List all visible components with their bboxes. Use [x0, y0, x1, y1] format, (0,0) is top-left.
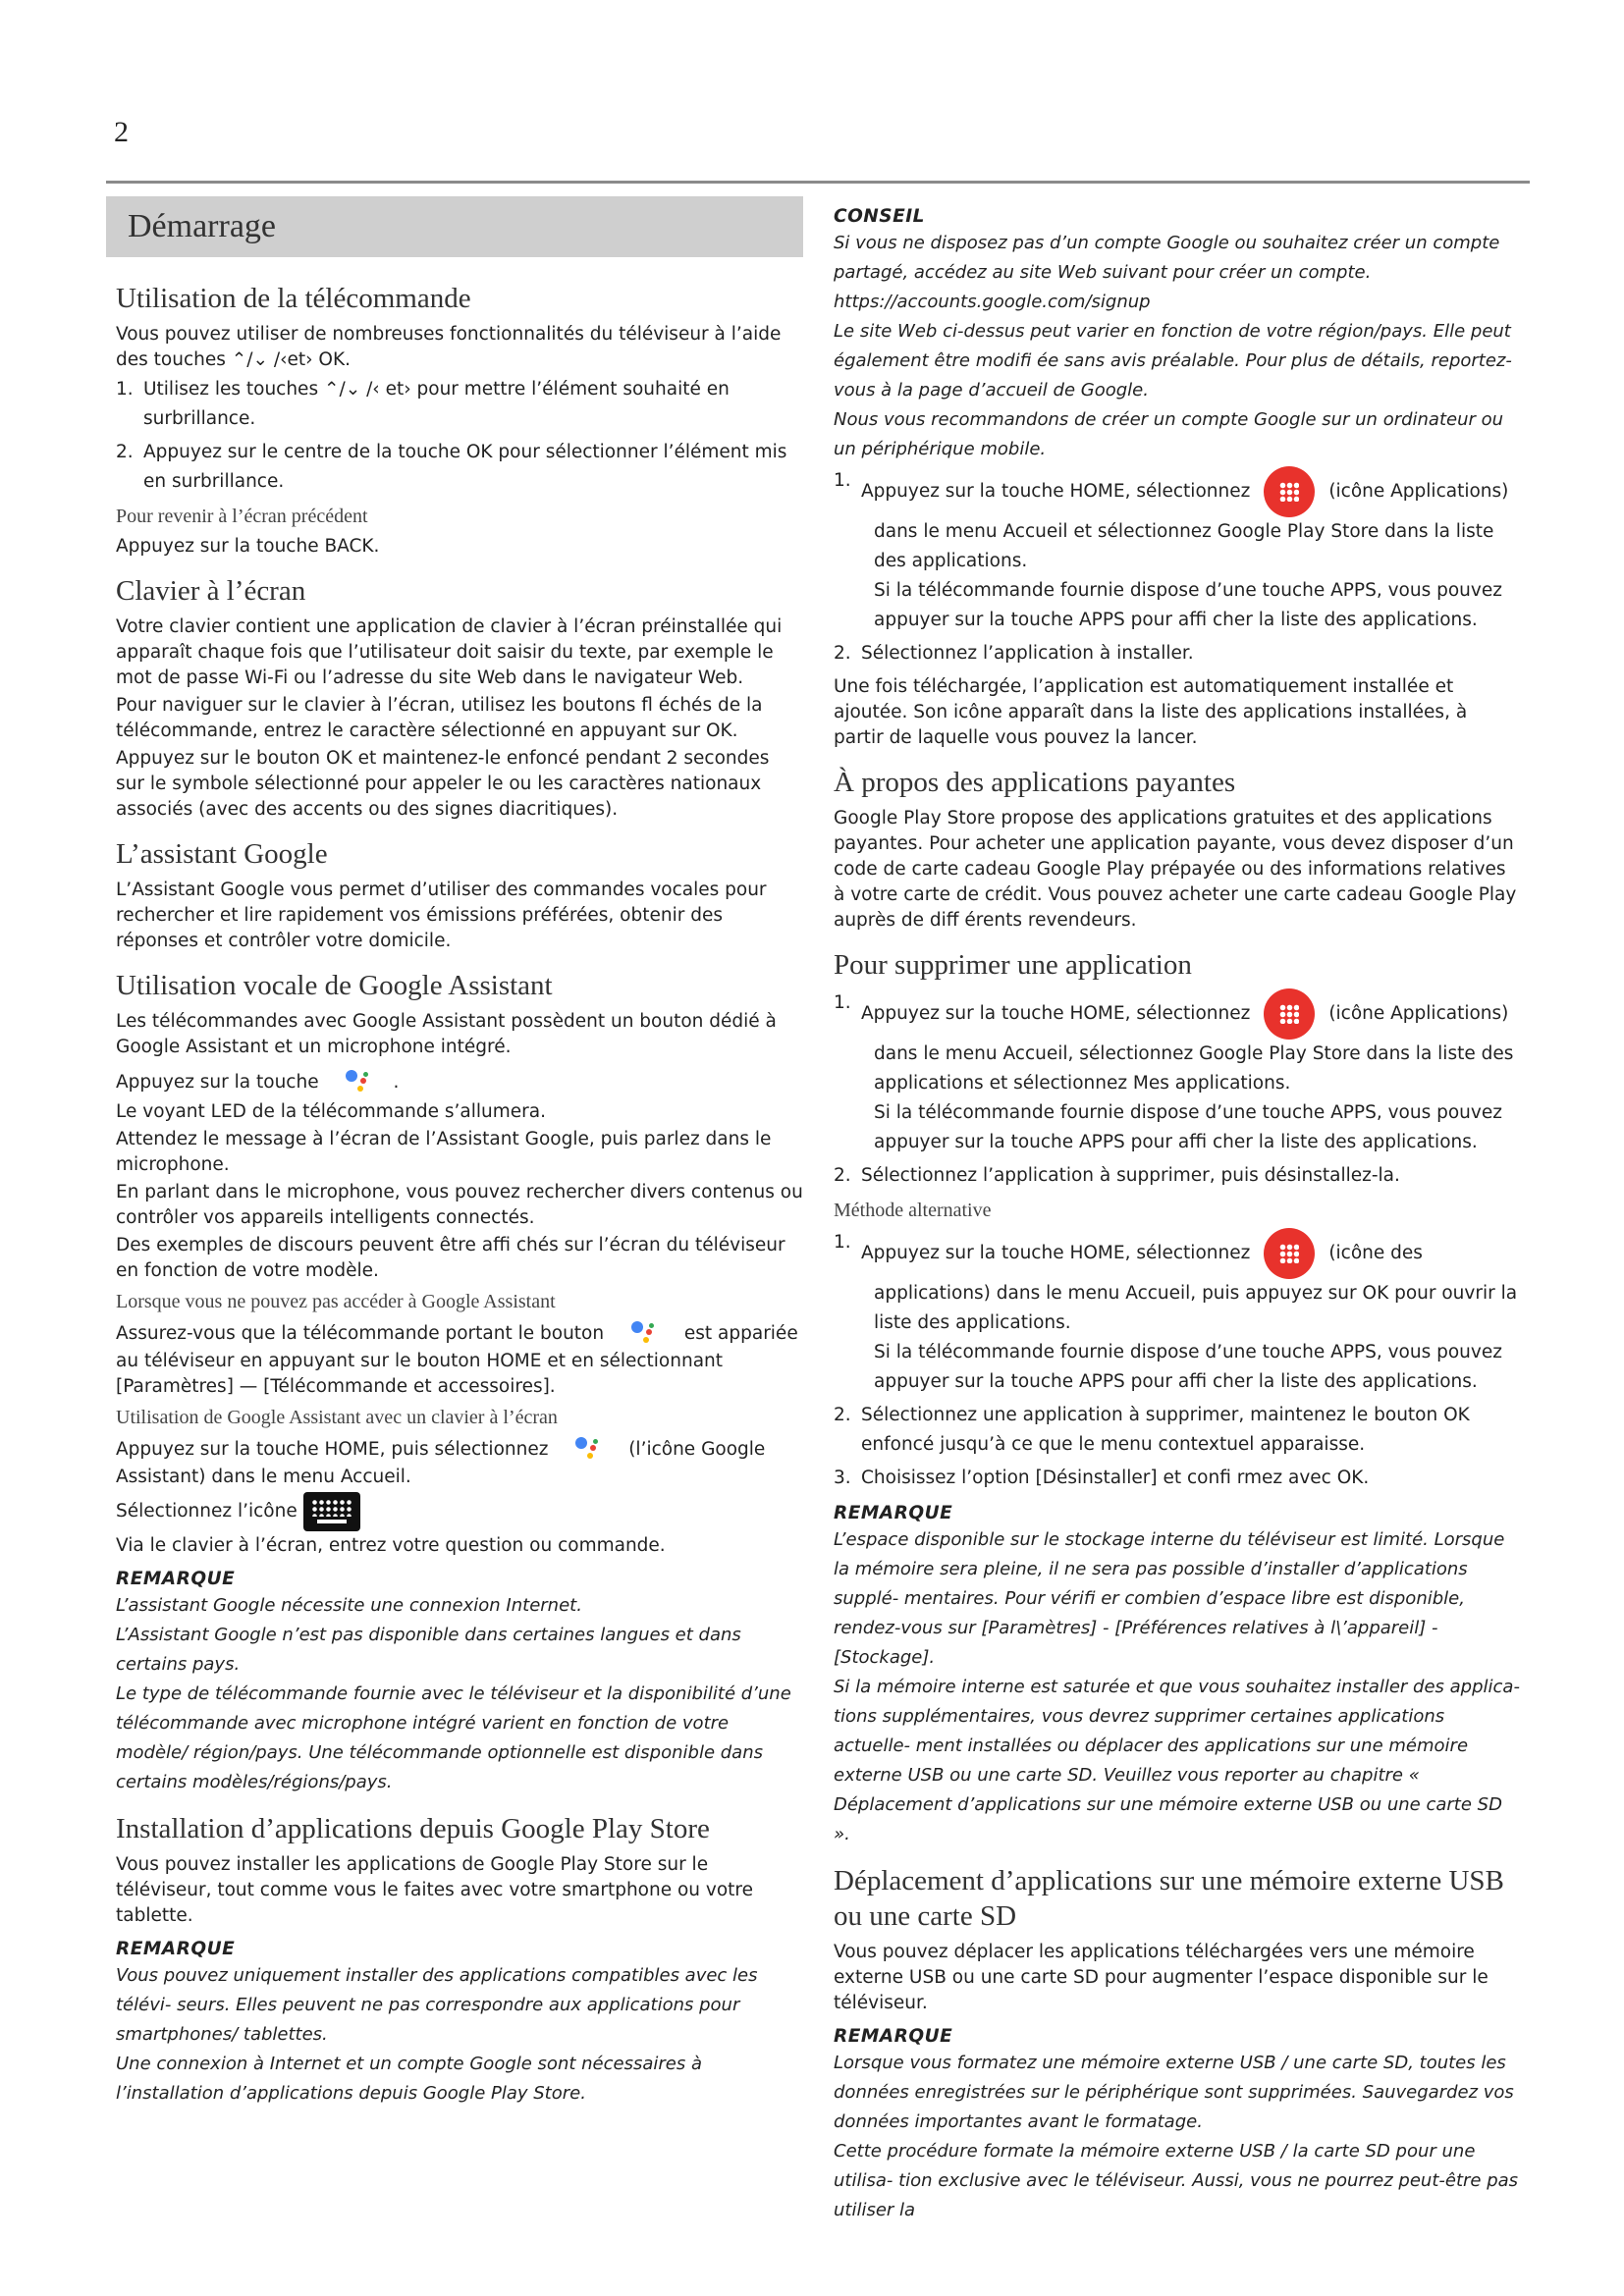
- voice-sub2: Utilisation de Google Assistant avec un clavier à l’écran: [116, 1407, 558, 1428]
- list-item: 3. Choisissez l’option [Désinstaller] et confi rmez avec OK.: [834, 1468, 1370, 1488]
- google-assistant-icon: [344, 1068, 373, 1097]
- voice-p3: Attendez le message à l’écran de l’Assistant Google, puis parlez dans le microphone.: [116, 1129, 772, 1175]
- remove-note-heading: REMARQUE: [834, 1503, 953, 1523]
- tip-3: Nous vous recommandons de créer un compte Google sur un ordinateur ou un périphérique mobile.: [834, 409, 1504, 459]
- paid-p1: Google Play Store propose des applications gratuites et des applications payantes. Pour acheter une application payante, vous devez disposer d’un code de carte cadeau Google Play prépayée ou des informations relatives à votre carte de crédit. Vous pouvez acheter une carte cadeau Google Play auprès de diff érents revendeurs.: [834, 808, 1517, 931]
- voice-p5: Des exemples de discours peuvent être affi chés sur l’écran du téléviseur en fonction de votre modèle.: [116, 1235, 785, 1281]
- list-item: 1. Appuyez sur la touche HOME, sélectionnez (icône des applications) dans le menu Accueil, puis appuyez sur OK pour ouvrir la liste des applications. Si la télécommande fournie dispose d’une touche APPS, vous pouvez appuyer sur la touche APPS pour affi cher la liste des applications.: [834, 1228, 1521, 1397]
- paid-heading: À propos des applications payantes: [834, 767, 1236, 798]
- alt-steps: [834, 1228, 1521, 1493]
- move-p1: Vous pouvez déplacer les applications téléchargées vers une mémoire externe USB ou une carte SD pour augmenter l’espace disponible sur le téléviseur.: [834, 1942, 1489, 2013]
- list-item: 2. Appuyez sur le centre de la touche OK pour sélectionner l’élément mis en surbrillance.: [116, 442, 787, 492]
- tip-1: Si vous ne disposez pas d’un compte Google ou souhaitez créer un compte partagé, accédez au site Web suivant pour créer un compte.: [834, 233, 1500, 283]
- voice-p4: En parlant dans le microphone, vous pouvez rechercher divers contenus ou contrôler vos appareils intelligents connectés.: [116, 1182, 803, 1228]
- right-column: [834, 196, 1521, 2225]
- voice-p8: Sélectionnez l’icône: [116, 1492, 803, 1531]
- apps-icon: [1264, 466, 1315, 517]
- keyboard-heading: Clavier à l’écran: [116, 575, 306, 607]
- remote-steps: [116, 375, 803, 497]
- install-note-heading: REMARQUE: [116, 1939, 236, 1959]
- move-note-2: Cette procédure formate la mémoire externe USB / la carte SD pour une utilisa- tion exclusive avec le téléviseur. Aussi, vous ne pourrez peut-être pas utiliser la: [834, 2141, 1519, 2220]
- move-note-1: Lorsque vous formatez une mémoire externe USB / une carte SD, toutes les données enregistrées sur le périphérique sont supprimées. Sauvegardez vos données importantes avant le formatage.: [834, 2053, 1514, 2132]
- keyboard-icon: [303, 1492, 360, 1531]
- keyboard-p3: Appuyez sur le bouton OK et maintenez-le enfoncé pendant 2 secondes sur le symbole sélectionné pour appeler le ou les caractères nationaux associés (avec des accents ou des signes diacritiques).: [116, 748, 770, 820]
- voice-note-1: L’assistant Google nécessite une connexion Internet.: [116, 1595, 582, 1616]
- remove-note-1: L’espace disponible sur le stockage interne du téléviseur est limité. Lorsque la mémoire sera pleine, il ne sera pas possible d’installer d’applications supplé- mentaires. Pour vérifi er combien d’espace libre est disponible, rendez-vous sur [Paramètres] - [Préférences relatives à l\’appareil] - [Stockage].: [834, 1529, 1505, 1668]
- move-heading: Déplacement d’applications sur une mémoire externe USB ou une carte SD: [834, 1865, 1504, 1932]
- back-text: Appuyez sur la touche BACK.: [116, 536, 380, 557]
- move-note-heading: REMARQUE: [834, 2026, 953, 2047]
- voice-note-2: L’Assistant Google n’est pas disponible dans certaines langues et dans certains pays.: [116, 1625, 741, 1675]
- remote-intro: Vous pouvez utiliser de nombreuses fonctionnalités du téléviseur à l’aide des touches ⌃/⌄ /‹et› OK.: [116, 324, 782, 370]
- install-p1: Vous pouvez installer les applications de Google Play Store sur le téléviseur, tout comme vous le faites avec votre smartphone ou votre tablette.: [116, 1854, 753, 1926]
- voice-p2: Le voyant LED de la télécommande s’allumera.: [116, 1101, 546, 1122]
- voice-sub1: Lorsque vous ne pouvez pas accéder à Google Assistant: [116, 1291, 556, 1312]
- install-heading: Installation d’applications depuis Google Play Store: [116, 1813, 710, 1844]
- assistant-heading: L’assistant Google: [116, 838, 328, 870]
- assistant-p1: L’Assistant Google vous permet d’utiliser des commandes vocales pour rechercher et lire rapidement vos émissions préférées, obtenir des réponses et contrôler votre domicile.: [116, 880, 767, 951]
- alt-subheading: Méthode alternative: [834, 1200, 992, 1221]
- voice-p1: Les télécommandes avec Google Assistant possèdent un bouton dédié à Google Assistant et un microphone intégré.: [116, 1011, 777, 1057]
- voice-note-3: Le type de télécommande fournie avec le téléviseur et la disponibilité d’une télécommande avec microphone intégré varient en fonction de votre modèle/ région/pays. Une télécommande optionnelle est disponible dans certains modèles/régions/pays.: [116, 1683, 791, 1792]
- apps-icon: [1264, 988, 1315, 1040]
- install-note-2: Une connexion à Internet et un compte Google sont nécessaires à l’installation d’applications depuis Google Play Store.: [116, 2054, 702, 2104]
- remove-steps: [834, 988, 1521, 1191]
- list-item: 2. Sélectionnez une application à supprimer, maintenez le bouton OK enfoncé jusqu’à ce que le menu contextuel apparaisse.: [834, 1405, 1470, 1455]
- apps-icon: [1264, 1228, 1315, 1279]
- tip-2: Le site Web ci-dessus peut varier en fonction de votre région/pays. Elle peut également être modifi ée sans avis préalable. Pour plus de détails, reportez- vous à la page d’accueil de Google.: [834, 321, 1512, 400]
- voice-p6: Assurez-vous que la télécommande portant le bouton est appariée au téléviseur en appuyant sur le bouton HOME et en sélectionnant [Paramètres] — [Télécommande et accessoires].: [116, 1319, 803, 1400]
- section-banner: Démarrage: [106, 196, 803, 257]
- install-note-1: Vous pouvez uniquement installer des applications compatibles avec les télévi- seurs. Elles peuvent ne pas correspondre aux applications pour smartphones/ tablettes.: [116, 1965, 758, 2045]
- google-assistant-icon: [573, 1435, 603, 1465]
- voice-note-heading: REMARQUE: [116, 1569, 236, 1589]
- voice-press: Appuyez sur la touche .: [116, 1068, 803, 1097]
- remove-note-2: Si la mémoire interne est saturée et que vous souhaitez installer des applica- tions supplémentaires, vous devrez supprimer certaines applications actuelle- ment installées ou déplacer des applications sur une mémoire externe USB ou une carte SD. Veuillez vous reporter au chapitre « Déplacement d’applications sur une mémoire externe USB ou une carte SD ».: [834, 1677, 1520, 1844]
- install-steps: [834, 466, 1521, 668]
- google-assistant-icon: [629, 1319, 659, 1349]
- remove-heading: Pour supprimer une application: [834, 949, 1192, 981]
- back-subheading: Pour revenir à l’écran précédent: [116, 506, 368, 527]
- tip-heading: CONSEIL: [834, 206, 925, 227]
- keyboard-p1: Votre clavier contient une application de clavier à l’écran préinstallée qui apparaît chaque fois que l’utilisateur doit saisir du texte, par exemple le mot de passe Wi-Fi ou l’adresse du site Web dans le navigateur Web.: [116, 616, 783, 688]
- voice-heading: Utilisation vocale de Google Assistant: [116, 970, 553, 1001]
- page-number: 2: [114, 116, 129, 148]
- keyboard-p2: Pour naviguer sur le clavier à l’écran, utilisez les boutons fl échés de la télécommande, entrez le caractère sélectionné en appuyant sur OK.: [116, 695, 763, 741]
- list-item: 2. Sélectionnez l’application à supprimer, puis désinstallez-la.: [834, 1165, 1400, 1186]
- voice-p7: Appuyez sur la touche HOME, puis sélectionnez (l’icône Google Assistant) dans le menu Accueil.: [116, 1435, 803, 1490]
- left-column: [106, 196, 803, 2109]
- voice-p9: Via le clavier à l’écran, entrez votre question ou commande.: [116, 1535, 666, 1556]
- list-item: 1. Utilisez les touches ⌃/⌄ /‹ et› pour mettre l’élément souhaité en surbrillance.: [116, 379, 730, 429]
- top-rule: [106, 181, 1530, 184]
- remote-heading: Utilisation de la télécommande: [116, 283, 471, 314]
- list-item: 2. Sélectionnez l’application à installer.: [834, 643, 1194, 664]
- tip-url: https://accounts.google.com/signup: [834, 292, 1151, 312]
- list-item: 1. Appuyez sur la touche HOME, sélectionnez (icône Applications) dans le menu Accueil, sélectionnez Google Play Store dans la liste des applications et sélectionnez Mes applications. Si la télécommande fournie dispose d’une touche APPS, vous pouvez appuyer sur la touche APPS pour affi cher la liste des applications.: [834, 988, 1521, 1157]
- list-item: 1. Appuyez sur la touche HOME, sélectionnez (icône Applications) dans le menu Accueil et sélectionnez Google Play Store dans la liste des applications. Si la télécommande fournie dispose d’une touche APPS, vous pouvez appuyer sur la touche APPS pour affi cher la liste des applications.: [834, 466, 1521, 635]
- install-after: Une fois téléchargée, l’application est automatiquement installée et ajoutée. Son icône apparaît dans la liste des applications installées, à partir de laquelle vous pouvez la lancer.: [834, 676, 1468, 748]
